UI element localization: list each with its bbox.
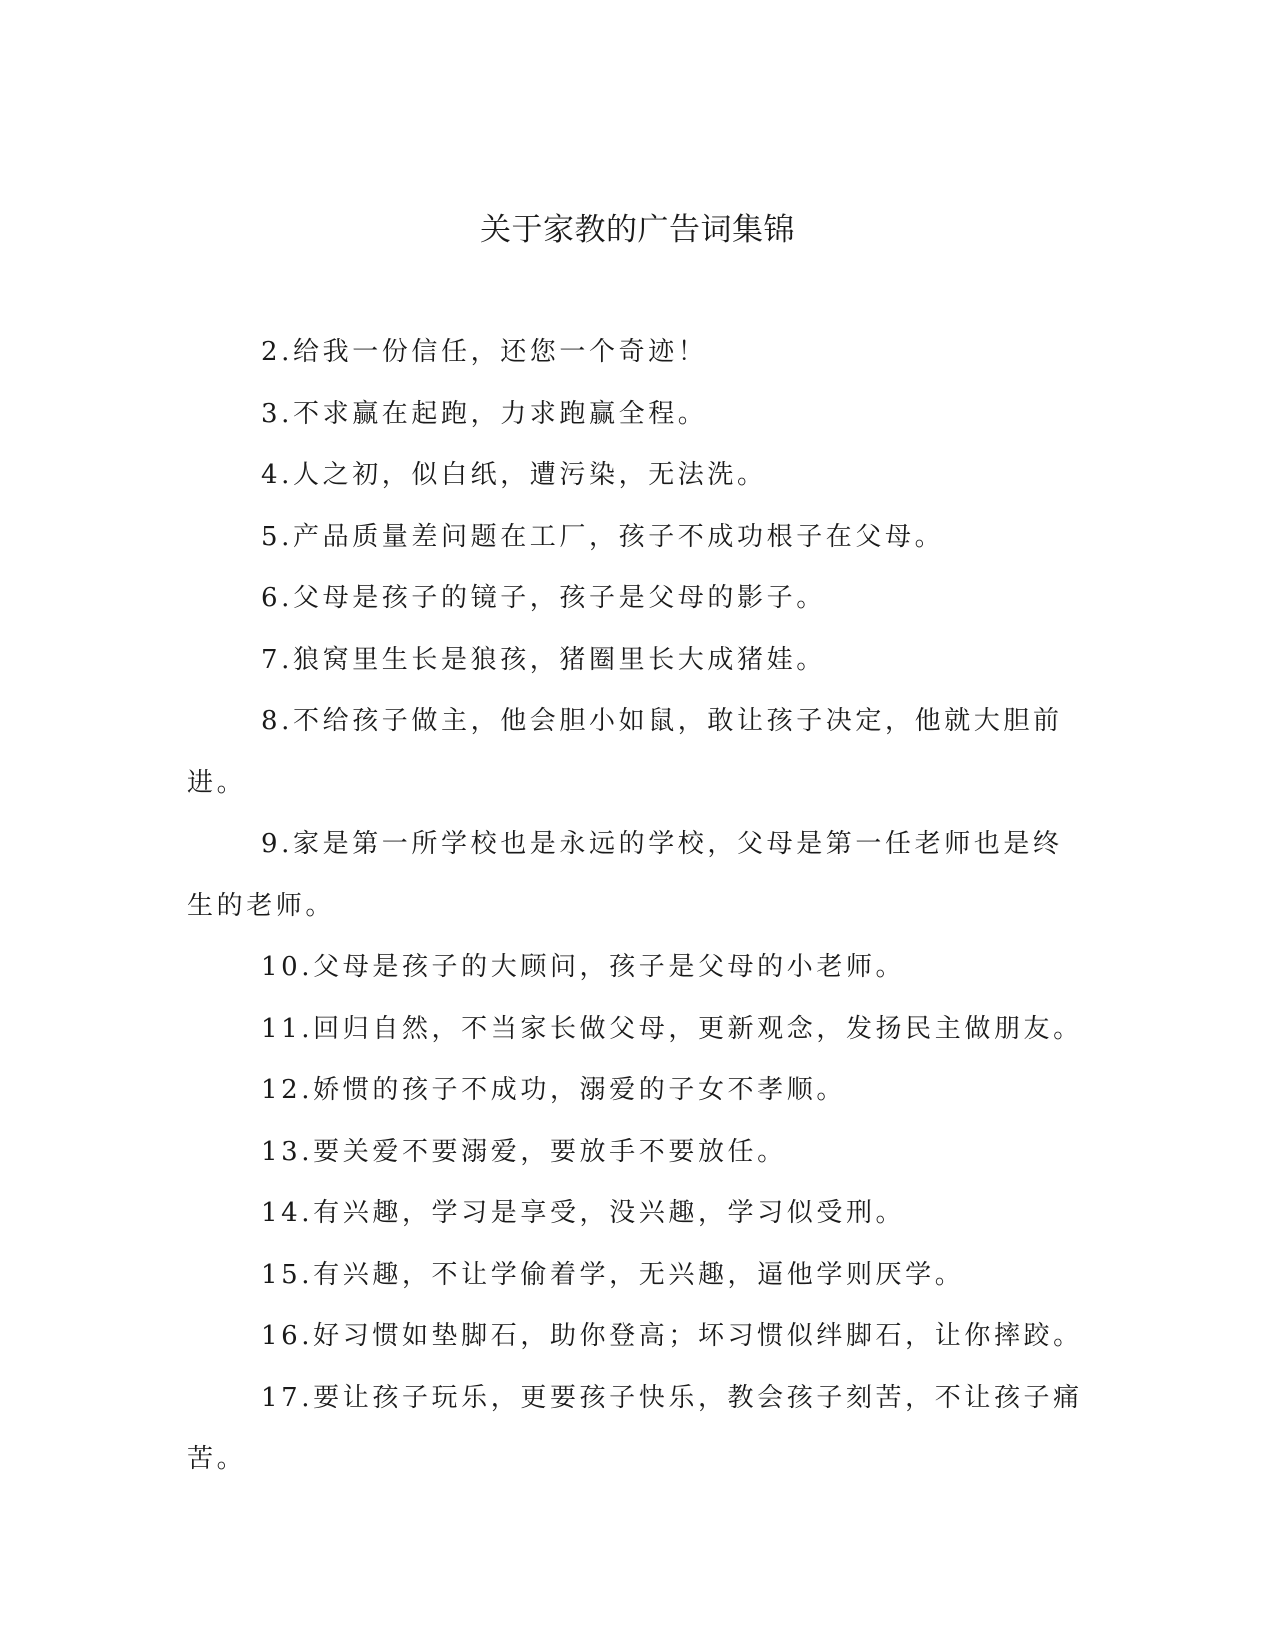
paragraph: 2.给我一份信任，还您一个奇迹！: [261, 337, 708, 367]
paragraph: 17.要让孩子玩乐，更要孩子快乐，教会孩子刻苦，不让孩子痛苦。: [187, 1382, 1083, 1474]
paragraph: 5.产品质量差问题在工厂，孩子不成功根子在父母。: [261, 521, 945, 552]
document-body: [187, 322, 1087, 1491]
paragraph: 14.有兴趣，学习是享受，没兴趣，学习似受刑。: [261, 1198, 906, 1228]
paragraph: 3.不求赢在起跑，力求跑赢全程。: [261, 398, 708, 429]
paragraph: 9.家是第一所学校也是永远的学校，父母是第一任老师也是终生的老师。: [187, 829, 1063, 921]
paragraph: 6.父母是孩子的镜子，孩子是父母的影子。: [261, 583, 826, 613]
paragraph: 7.狼窝里生长是狼孩，猪圈里长大成猪娃。: [261, 644, 826, 675]
paragraph: 11.回归自然，不当家长做父母，更新观念，发扬民主做朋友。: [261, 1013, 1083, 1044]
paragraph: 12.娇惯的孩子不成功，溺爱的子女不孝顺。: [261, 1075, 846, 1105]
paragraph: 13.要关爱不要溺爱，要放手不要放任。: [261, 1136, 787, 1167]
paragraph: 10.父母是孩子的大顾问，孩子是父母的小老师。: [261, 952, 906, 982]
paragraph: 15.有兴趣，不让学偷着学，无兴趣，逼他学则厌学。: [261, 1259, 965, 1290]
paragraph: 16.好习惯如垫脚石，助你登高；坏习惯似绊脚石，让你摔跤。: [261, 1321, 1083, 1351]
paragraph: 8.不给孩子做主，他会胆小如鼠，敢让孩子决定，他就大胆前进。: [187, 706, 1063, 798]
document-title: 关于家教的广告词集锦: [480, 212, 795, 248]
paragraph: 4.人之初，似白纸，遭污染，无法洗。: [261, 460, 767, 490]
